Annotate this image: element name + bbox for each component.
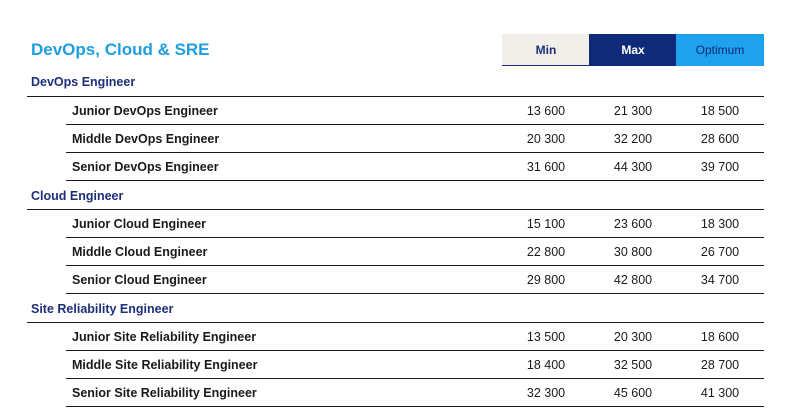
table-row bbox=[66, 351, 764, 379]
value-max: 42 800 bbox=[613, 273, 653, 287]
section-label-sre: Site Reliability Engineer bbox=[31, 302, 174, 316]
value-max: 21 300 bbox=[613, 104, 653, 118]
value-max: 20 300 bbox=[613, 330, 653, 344]
value-optimum: 28 600 bbox=[700, 132, 740, 146]
column-header-optimum: Optimum bbox=[676, 34, 764, 66]
table-row bbox=[66, 323, 764, 351]
value-max: 23 600 bbox=[613, 217, 653, 231]
row-label: Senior Cloud Engineer bbox=[72, 273, 207, 287]
row-label: Junior Site Reliability Engineer bbox=[72, 330, 257, 344]
table-row bbox=[66, 379, 764, 407]
section-label-cloud: Cloud Engineer bbox=[31, 189, 124, 203]
value-max: 32 500 bbox=[613, 358, 653, 372]
value-optimum: 34 700 bbox=[700, 273, 740, 287]
value-optimum: 28 700 bbox=[700, 358, 740, 372]
value-max: 45 600 bbox=[613, 386, 653, 400]
row-label: Middle Cloud Engineer bbox=[72, 245, 208, 259]
value-max: 44 300 bbox=[613, 160, 653, 174]
row-label: Junior Cloud Engineer bbox=[72, 217, 207, 231]
value-min: 13 600 bbox=[526, 104, 566, 118]
column-header-max: Max bbox=[589, 34, 677, 66]
value-min: 22 800 bbox=[526, 245, 566, 259]
value-optimum: 18 500 bbox=[700, 104, 740, 118]
table-row bbox=[66, 210, 764, 238]
row-label: Senior Site Reliability Engineer bbox=[72, 386, 257, 400]
table-row bbox=[66, 238, 764, 266]
value-min: 13 500 bbox=[526, 330, 566, 344]
value-min: 20 300 bbox=[526, 132, 566, 146]
value-optimum: 39 700 bbox=[700, 160, 740, 174]
value-optimum: 41 300 bbox=[700, 386, 740, 400]
value-min: 31 600 bbox=[526, 160, 566, 174]
table-row bbox=[66, 125, 764, 153]
value-optimum: 18 300 bbox=[700, 217, 740, 231]
value-min: 15 100 bbox=[526, 217, 566, 231]
value-max: 30 800 bbox=[613, 245, 653, 259]
row-label: Middle DevOps Engineer bbox=[72, 132, 220, 146]
section-label-devops: DevOps Engineer bbox=[31, 75, 136, 89]
page-title: DevOps, Cloud & SRE bbox=[31, 40, 210, 59]
column-header-min: Min bbox=[502, 34, 590, 66]
row-label: Middle Site Reliability Engineer bbox=[72, 358, 258, 372]
value-min: 18 400 bbox=[526, 358, 566, 372]
value-optimum: 18 600 bbox=[700, 330, 740, 344]
value-max: 32 200 bbox=[613, 132, 653, 146]
table-row bbox=[66, 97, 764, 125]
value-min: 32 300 bbox=[526, 386, 566, 400]
value-optimum: 26 700 bbox=[700, 245, 740, 259]
row-label: Junior DevOps Engineer bbox=[72, 104, 218, 118]
row-label: Senior DevOps Engineer bbox=[72, 160, 219, 174]
table-row bbox=[66, 153, 764, 181]
value-min: 29 800 bbox=[526, 273, 566, 287]
table-row bbox=[66, 266, 764, 294]
